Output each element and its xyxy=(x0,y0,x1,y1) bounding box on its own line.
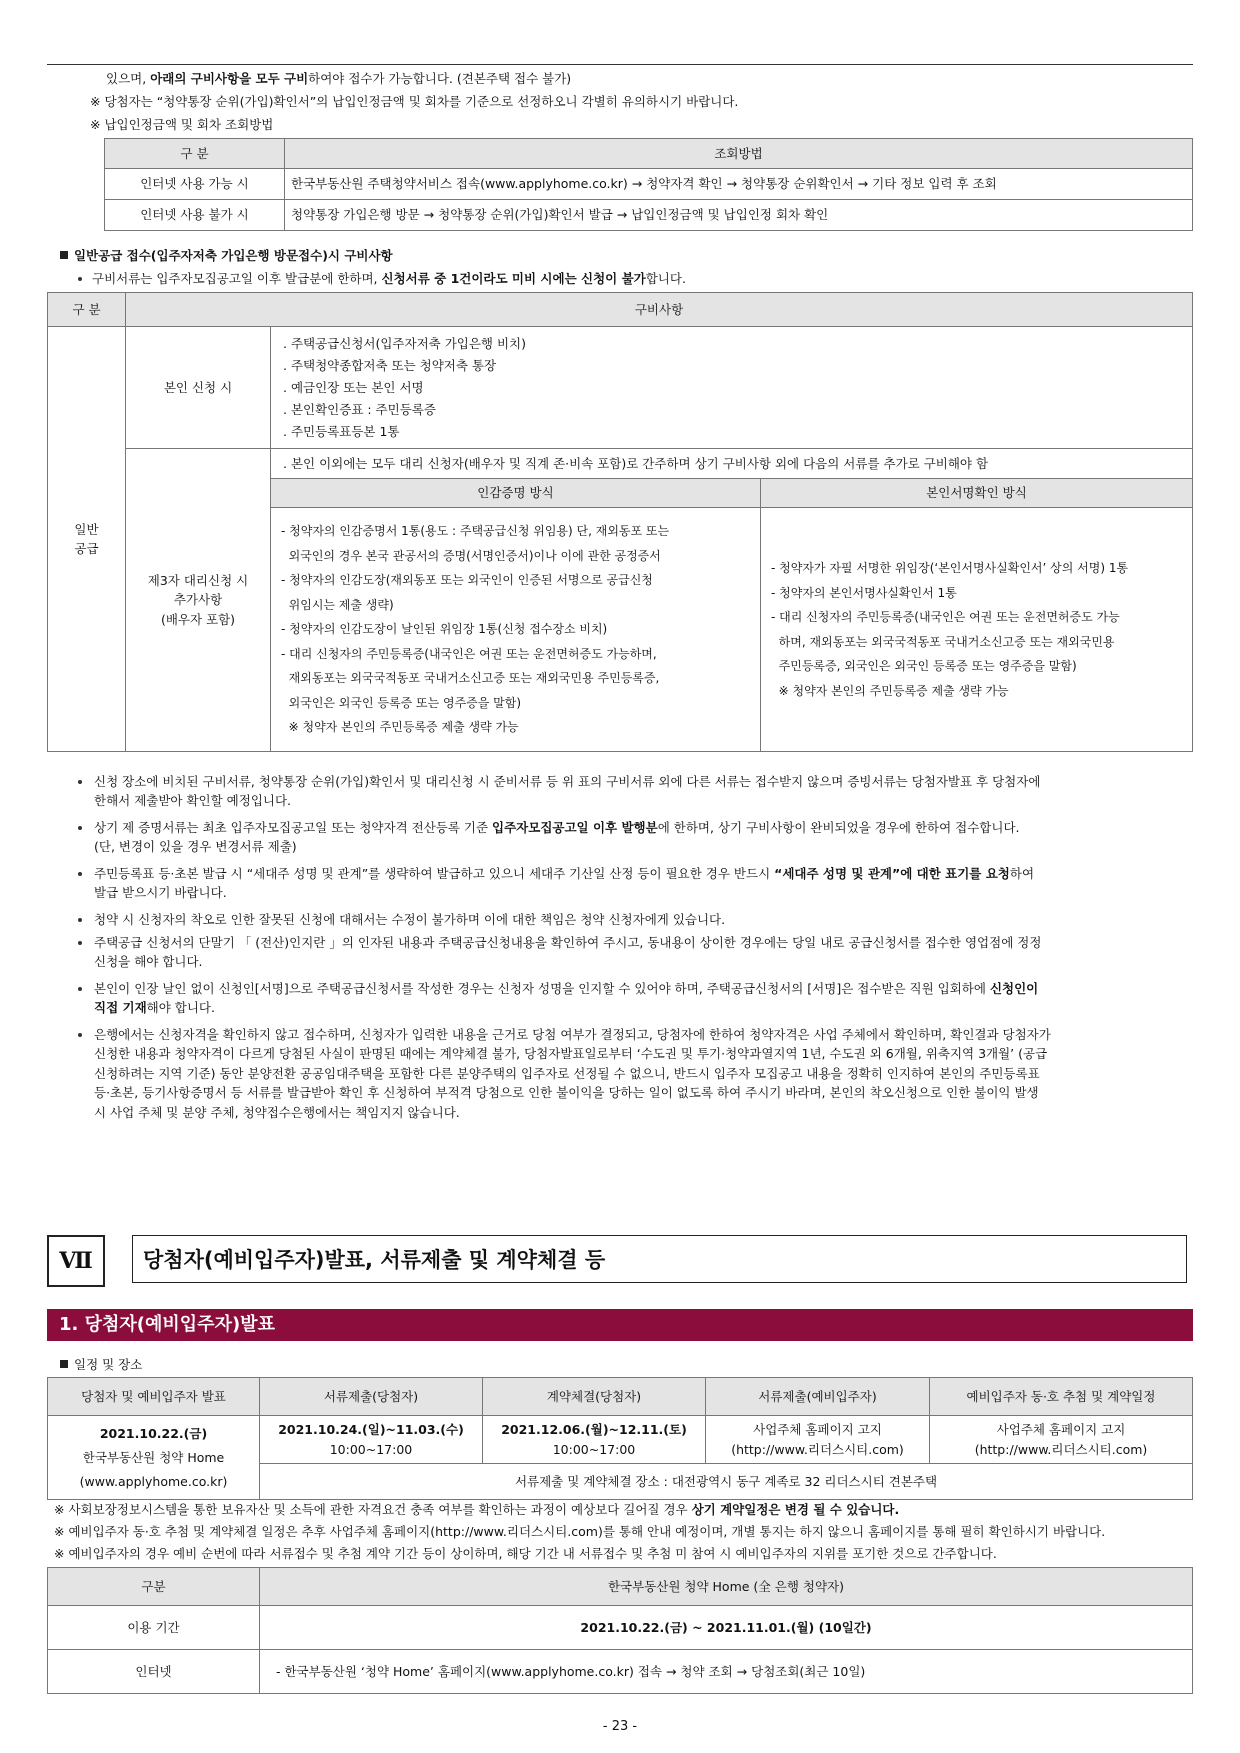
schedule-note: ※ 예비입주자의 경우 예비 순번에 따라 서류접수 및 추첨 계약 기간 등이 상이하며, 해당 기간 내 서류접수 및 추첨 미 참여 시 예비입주자의 지위를 포기한 것으로 간주합니다. xyxy=(54,1546,997,1561)
lookup-row-label: 인터넷 사용 가능 시 xyxy=(105,169,285,200)
reserve-draw-url: (http://www.리더스시티.com) xyxy=(974,1441,1148,1457)
method-seal-items xyxy=(271,508,761,752)
note-item: 은행에서는 신청자격을 확인하지 않고 접수하며, 신청자가 입력한 내용을 근거로 당첨 여부가 결정되고, 당첨자에 한하여 청약자격은 사업 주체에서 확인하며, 확인결과 당첨자가 신청한 내용과 청약자격이 다르게 당첨된 사실이 판명된 때에는 계약체결 불가, 당첨자발표일로부터 ‘수도권 및 투기·청약과열지역 1년, 수도권 외 6개월, 위축지역 3개월’ (공급 신청하려는 지역 기준) 동안 분양전환 공공임대주택을 포함한 다른 분양주택의 입주자로 선정될 수 없으니, 반드시 입주자 모집공고 내용을 정확히 인지하여 본인의 주민등록표 등·초본, 등기사항증명서 등 서류를 발급받아 확인 후 신청하여 부적격 당첨으로 인한 불이익을 당하는 일이 없도록 하여 주시기 바라며, 본인의 착오신청으로 인한 불이익 발생 시 사업 주체 및 분양 주체, 청약접수은행에서는 책임지지 않습니다. xyxy=(80,1025,1180,1122)
contract-cell xyxy=(483,1416,706,1464)
list-item: . 주택공급신청서(입주자저축 가입은행 비치) xyxy=(283,335,526,351)
lookup-header-method: 조회방법 xyxy=(285,139,1193,169)
schedule-heading: 일정 및 장소 xyxy=(60,1355,142,1374)
bullet-icon xyxy=(78,941,82,945)
reserve-draw-line: 사업주체 홈페이지 고지 xyxy=(996,1422,1126,1438)
note-item: 주택공급 신청서의 단말기 「 (전산)인지란 」의 인자된 내용과 주택공급신청내용을 확인하여 주시고, 동내용이 상이한 경우에는 당일 내로 공급신청서를 접수한 영업점에 정정 신청을 해야 합니다. xyxy=(80,933,1180,972)
list-item: 위임시는 제출 생략) xyxy=(281,597,394,612)
list-item: . 예금인장 또는 본인 서명 xyxy=(283,379,424,395)
bullet-icon xyxy=(78,277,82,281)
submission-place: 서류제출 및 계약체결 장소 : 대전광역시 동구 계족로 32 리더스시티 견본주택 xyxy=(260,1464,1193,1500)
proxy-label-line: 추가사항 xyxy=(173,592,223,608)
list-item: . 주민등록표등본 1통 xyxy=(283,423,400,439)
list-item: - 청약자의 본인서명사실확인서 1통 xyxy=(771,585,957,600)
self-apply-label: 본인 신청 시 xyxy=(126,327,271,449)
schedule-note: ※ 예비입주자 동·호 추첨 및 계약체결 일정은 추후 사업주체 홈페이지(http://www.리더스시티.com)를 통해 안내 예정이며, 개별 통지는 하지 않으니 홈페이지를 통해 필히 확인하시기 바랍니다. xyxy=(54,1524,1106,1539)
submit-cell xyxy=(260,1416,483,1464)
list-item: - 청약자가 자필 서명한 위임장(‘본인서명사실확인서’ 상의 서명) 1통 xyxy=(771,561,1129,575)
lookup-method-label: ※ 납입인정금액 및 회차 조회방법 xyxy=(90,117,274,132)
general-supply-note: 구비서류는 입주자모집공고일 이후 발급분에 한하며, 신청서류 중 1건이라도 미비 시에는 신청이 불가합니다. xyxy=(76,269,686,288)
bullet-icon xyxy=(78,780,82,784)
section-title: 당첨자(예비입주자)발표, 서류제출 및 계약체결 등 xyxy=(132,1235,1187,1283)
note-item: 상기 제 증명서류는 최초 입주자모집공고일 또는 청약자격 전산등록 기준 입주자모집공고일 이후 발행분에 한하며, 상기 구비사항이 완비되었을 경우에 한하여 접수합니다. (단, 변경이 있을 경우 변경서류 제출) xyxy=(80,818,1180,857)
square-bullet-icon xyxy=(60,251,68,259)
list-item: . 주택청약종합저축 또는 청약저축 통장 xyxy=(283,357,497,373)
submit-date: 2021.10.24.(일)~11.03.(수) xyxy=(278,1422,464,1438)
bullet-icon xyxy=(78,987,82,991)
list-item: . 본인확인증표 : 주민등록증 xyxy=(283,401,436,417)
submit-time: 10:00~17:00 xyxy=(329,1441,413,1457)
note-item: 주민등록표 등·초본 발급 시 “세대주 성명 및 관계”를 생략하여 발급하고 있으니 세대주 기산일 산정 등이 필요한 경우 반드시 “세대주 성명 및 관계”에 대한 표기를 요청하여 발급 받으시기 바랍니다. xyxy=(80,864,1180,903)
list-item: - 대리 신청자의 주민등록증(내국인은 여권 또는 운전면허증도 가능 xyxy=(771,610,1120,624)
requirements-table xyxy=(47,292,1193,752)
self-apply-items xyxy=(271,327,1193,449)
schedule-header: 계약체결(당첨자) xyxy=(483,1378,706,1416)
req-header-items: 구비사항 xyxy=(126,293,1193,327)
proxy-note: . 본인 이외에는 모두 대리 신청자(배우자 및 직계 존·비속 포함)로 간주하며 상기 구비사항 외에 다음의 서류를 추가로 구비해야 함 xyxy=(271,449,1193,479)
req-header-category: 구 분 xyxy=(48,293,126,327)
usage-label: 인터넷 xyxy=(48,1650,260,1694)
bullet-icon xyxy=(78,872,82,876)
list-item: - 청약자의 인감도장이 날인된 위임장 1통(신청 접수장소 비치) xyxy=(281,622,608,637)
intro-line: 있으며, 아래의 구비사항을 모두 구비하여야 접수가 가능합니다. (견본주택 접수 불가) xyxy=(106,71,572,86)
general-supply-heading: 일반공급 접수(입주자저축 가입은행 방문접수)시 구비사항 xyxy=(60,246,393,265)
announce-cell xyxy=(48,1416,260,1500)
announce-url: (www.applyhome.co.kr) xyxy=(79,1473,228,1489)
proxy-label-line: (배우자 포함) xyxy=(160,611,236,627)
schedule-note: ※ 사회보장정보시스템을 통한 보유자산 및 소득에 관한 자격요건 충족 여부를 확인하는 과정이 예상보다 길어질 경우 상기 계약일정은 변경 될 수 있습니다. xyxy=(54,1502,900,1517)
lookup-table xyxy=(104,138,1193,231)
schedule-header: 서류제출(당첨자) xyxy=(260,1378,483,1416)
lookup-header-category: 구 분 xyxy=(105,139,285,169)
schedule-header: 당첨자 및 예비입주자 발표 xyxy=(48,1378,260,1416)
usage-header: 구분 xyxy=(48,1568,260,1606)
method-signature-header: 본인서명확인 방식 xyxy=(761,479,1193,508)
reserve-submit-line: 사업주체 홈페이지 고지 xyxy=(753,1422,882,1438)
square-bullet-icon xyxy=(60,1360,68,1368)
section-number: Ⅶ xyxy=(47,1235,105,1287)
bullet-icon xyxy=(78,826,82,830)
list-item: ※ 청약자 본인의 주민등록증 제출 생략 가능 xyxy=(281,720,519,735)
list-item: ※ 청약자 본인의 주민등록증 제출 생략 가능 xyxy=(771,683,1009,698)
lookup-row-value: 한국부동산원 주택청약서비스 접속(www.applyhome.co.kr) → 청약자격 확인 → 청약통장 순위확인서 → 기타 정보 입력 후 조회 xyxy=(285,169,1193,200)
winner-basis-note: ※ 당첨자는 “청약통장 순위(가입)확인서”의 납입인정금액 및 회차를 기준으로 선정하오니 각별히 유의하시기 바랍니다. xyxy=(90,94,739,109)
proxy-label-line: 제3자 대리신청 시 xyxy=(147,572,249,588)
note-item: 청약 시 신청자의 착오로 인한 잘못된 신청에 대해서는 수정이 불가하며 이에 대한 책임은 청약 신청자에게 있습니다. xyxy=(80,910,1180,929)
list-item: - 청약자의 인감증명서 1통(용도 : 주택공급신청 위임용) 단, 재외동포 또는 xyxy=(281,524,670,539)
reserve-submit-cell xyxy=(706,1416,930,1464)
proxy-apply-label xyxy=(126,449,271,752)
list-item: 재외동포는 외국국적동포 국내거소신고증 또는 재외국민용 주민등록증, xyxy=(281,671,660,686)
usage-label: 이용 기간 xyxy=(48,1606,260,1650)
usage-period: 2021.10.22.(금) ~ 2021.11.01.(월) (10일간) xyxy=(260,1606,1193,1650)
list-item: - 대리 신청자의 주민등록증(내국인은 여권 또는 운전면허증도 가능하며, xyxy=(281,646,657,661)
list-item: 외국인은 외국인 등록증 또는 영주증을 말함) xyxy=(281,695,522,710)
subsection-title: 1. 당첨자(예비입주자)발표 xyxy=(47,1309,1193,1341)
usage-internet: - 한국부동산원 ‘청약 Home’ 홈페이지(www.applyhome.co.kr) 접속 → 청약 조회 → 당첨조회(최근 10일) xyxy=(260,1650,1193,1694)
schedule-header: 예비입주자 동·호 추첨 및 계약일정 xyxy=(930,1378,1193,1416)
method-signature-items xyxy=(761,508,1193,752)
list-item: 외국인의 경우 본국 관공서의 증명(서명인증서)이나 이에 관한 공정증서 xyxy=(281,548,661,563)
reserve-submit-url: (http://www.리더스시티.com) xyxy=(731,1441,904,1457)
lookup-row-label: 인터넷 사용 불가 시 xyxy=(105,200,285,231)
announce-place: 한국부동산원 청약 Home xyxy=(82,1449,225,1465)
method-seal-header: 인감증명 방식 xyxy=(271,479,761,508)
usage-header: 한국부동산원 청약 Home (全 은행 청약자) xyxy=(260,1568,1193,1606)
contract-date: 2021.12.06.(월)~12.11.(토) xyxy=(501,1422,687,1438)
usage-table xyxy=(47,1567,1193,1694)
list-item: - 청약자의 인감도장(재외동포 또는 외국인이 인증된 서명으로 공급신청 xyxy=(281,573,653,588)
bullet-icon xyxy=(78,918,82,922)
list-item: 주민등록증, 외국인은 외국인 등록증 또는 영주증을 말함) xyxy=(771,659,1077,673)
bullet-icon xyxy=(78,1033,82,1037)
announce-date: 2021.10.22.(금) xyxy=(99,1425,208,1441)
schedule-table xyxy=(47,1377,1193,1500)
section-7-header xyxy=(47,1235,1193,1285)
contract-time: 10:00~17:00 xyxy=(552,1441,636,1457)
note-item: 신청 장소에 비치된 구비서류, 청약통장 순위(가입)확인서 및 대리신청 시 준비서류 등 위 표의 구비서류 외에 다른 서류는 접수받지 않으며 증빙서류는 당첨자발표 후 당첨자에 한해서 제출받아 확인할 예정입니다. xyxy=(80,772,1180,811)
schedule-header: 서류제출(예비입주자) xyxy=(706,1378,930,1416)
req-row-label: 일반 공급 xyxy=(48,327,126,752)
lookup-row-value: 청약통장 가입은행 방문 → 청약통장 순위(가입)확인서 발급 → 납입인정금액 및 납입인정 회차 확인 xyxy=(285,200,1193,231)
page-number: - 23 - xyxy=(602,1719,638,1734)
reserve-draw-cell xyxy=(930,1416,1193,1464)
list-item: 하며, 재외동포는 외국국적동포 국내거소신고증 또는 재외국민용 xyxy=(771,634,1115,649)
top-rule xyxy=(47,64,1193,65)
note-item: 본인이 인장 날인 없이 신청인[서명]으로 주택공급신청서를 작성한 경우는 신청자 성명을 인지할 수 있어야 하며, 주택공급신청서의 [서명]은 접수받은 직원 입회하에 신청인이 직접 기재해야 합니다. xyxy=(80,979,1180,1018)
